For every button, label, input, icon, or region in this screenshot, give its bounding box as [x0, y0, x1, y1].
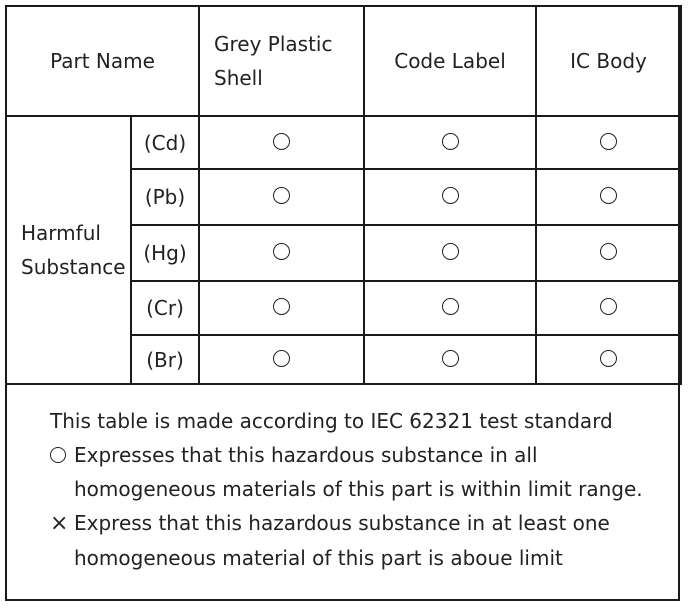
mark-cell — [536, 335, 681, 384]
circle-mark-icon — [600, 350, 617, 367]
substance-hg: (Hg) — [131, 225, 199, 281]
mark-cell — [199, 116, 364, 169]
group-label-line2: Substance — [21, 255, 126, 279]
hazardous-substance-table — [5, 5, 682, 385]
group-label-harmful-substance — [6, 116, 131, 384]
mark-cell — [364, 335, 536, 384]
mark-cell — [364, 281, 536, 335]
header-row — [6, 6, 681, 116]
notes-circle-line-cont: homogeneous materials of this part is within limit range. — [74, 477, 643, 501]
mark-cell — [536, 169, 681, 225]
table-row — [6, 116, 681, 169]
substance-br: (Br) — [131, 335, 199, 384]
circle-mark-icon — [600, 298, 617, 315]
circle-mark-icon — [273, 243, 290, 260]
mark-cell — [364, 225, 536, 281]
mark-cell — [199, 281, 364, 335]
circle-mark-icon — [442, 187, 459, 204]
mark-cell — [199, 225, 364, 281]
mark-cell — [536, 225, 681, 281]
cross-legend-icon: × — [50, 511, 69, 536]
notes-standard-line: This table is made according to IEC 62321 test standard — [50, 409, 613, 433]
circle-mark-icon — [273, 298, 290, 315]
mark-cell — [364, 169, 536, 225]
substance-cr: (Cr) — [131, 281, 199, 335]
header-part-name: Part Name — [6, 6, 199, 116]
mark-cell — [199, 169, 364, 225]
notes-cross-line — [50, 506, 670, 541]
circle-mark-icon — [600, 133, 617, 150]
circle-mark-icon — [442, 350, 459, 367]
mark-cell — [536, 116, 681, 169]
circle-mark-icon — [273, 133, 290, 150]
circle-mark-icon — [442, 243, 459, 260]
circle-mark-icon — [442, 133, 459, 150]
notes-circle-line — [50, 438, 670, 472]
circle-mark-icon — [600, 243, 617, 260]
circle-mark-icon — [273, 350, 290, 367]
mark-cell — [536, 281, 681, 335]
substance-cd: (Cd) — [131, 116, 199, 169]
notes-circle-text: Expresses that this hazardous substance in all — [74, 443, 538, 467]
header-grey-plastic-shell-label: Grey Plastic Shell — [214, 32, 333, 90]
notes-cross-text: Express that this hazardous substance in at least one — [74, 511, 610, 535]
circle-legend-icon — [50, 438, 74, 472]
header-ic-body: IC Body — [536, 6, 681, 116]
notes-cross-line-cont: homogeneous material of this part is aboue limit — [74, 546, 563, 570]
notes-section — [50, 404, 670, 575]
header-grey-plastic-shell — [199, 6, 364, 116]
group-label-line1: Harmful — [21, 221, 101, 245]
circle-mark-icon — [442, 298, 459, 315]
mark-cell — [364, 116, 536, 169]
circle-mark-icon — [600, 187, 617, 204]
header-code-label: Code Label — [364, 6, 536, 116]
substance-pb: (Pb) — [131, 169, 199, 225]
circle-mark-icon — [273, 187, 290, 204]
mark-cell — [199, 335, 364, 384]
